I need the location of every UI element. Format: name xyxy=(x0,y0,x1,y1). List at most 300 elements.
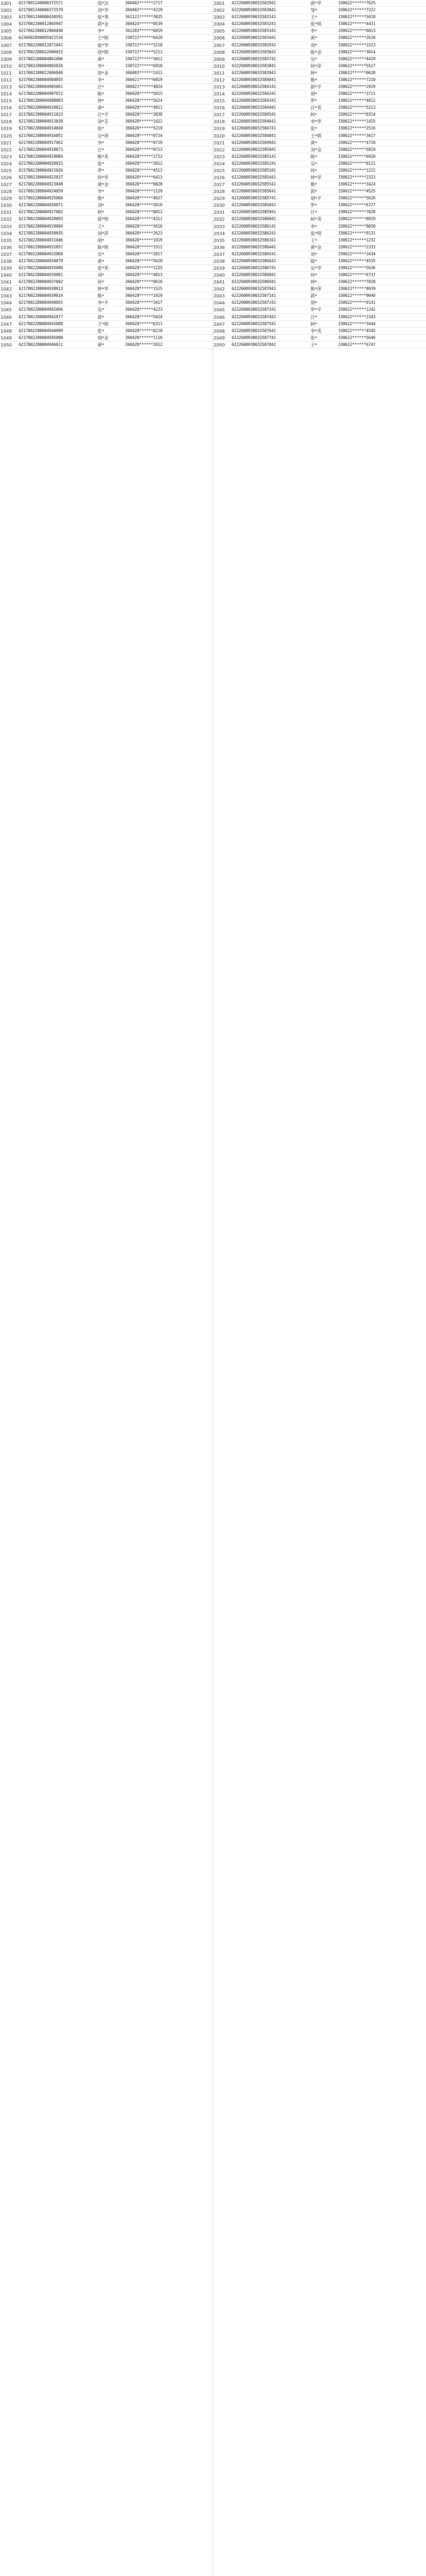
holder-name: 刘*萍 xyxy=(97,230,125,237)
table-row xyxy=(213,327,426,334)
id-number: 330722******3218 xyxy=(125,42,213,49)
account-number: 6222600930032586741 xyxy=(231,264,310,271)
holder-name: 张* xyxy=(310,334,338,341)
holder-name: 周*明 xyxy=(97,49,125,55)
account-number: 6217001240000372571 xyxy=(18,0,97,7)
holder-name: 何* xyxy=(97,279,125,286)
id-number: 330622******0121 xyxy=(338,160,426,167)
id-number: 360428******0610 xyxy=(125,279,213,286)
account-number: 6222600930032583841 xyxy=(231,62,310,69)
table-row xyxy=(0,300,213,306)
account-number: 6217002280004935080 xyxy=(18,264,97,271)
table-row xyxy=(0,181,213,188)
table-row xyxy=(213,83,426,90)
account-number: 6222600930032587441 xyxy=(231,313,310,320)
table-row xyxy=(213,320,426,327)
row-number: 1016 xyxy=(0,104,18,111)
table-row xyxy=(213,223,426,230)
row-number: 1038 xyxy=(0,257,18,264)
account-number: 6222600930032586141 xyxy=(231,223,310,230)
row-number: 1049 xyxy=(0,334,18,341)
holder-name: 王* xyxy=(310,237,338,244)
right-roster-table xyxy=(213,0,426,349)
holder-name: 李* xyxy=(310,223,338,230)
id-number: 360428******2722 xyxy=(125,153,213,160)
row-number: 2005 xyxy=(213,28,231,35)
table-row xyxy=(213,14,426,21)
holder-name: 钟*华 xyxy=(97,286,125,293)
id-number: 330622******2323 xyxy=(338,174,426,181)
row-number: 2041 xyxy=(213,279,231,286)
holder-name: 吴* xyxy=(310,160,338,167)
table-row xyxy=(0,230,213,237)
row-number: 2028 xyxy=(213,188,231,195)
row-number: 1020 xyxy=(0,132,18,139)
id-number: 330622******4545 xyxy=(338,327,426,334)
table-row xyxy=(213,334,426,341)
table-row xyxy=(213,279,426,286)
account-number: 6217002280004940055 xyxy=(18,300,97,306)
table-row xyxy=(0,257,213,264)
holder-name: 李* xyxy=(310,28,338,35)
row-number: 2010 xyxy=(213,62,231,69)
id-number: 360428******1225 xyxy=(125,264,213,271)
account-number: 6217002280004926071 xyxy=(18,202,97,209)
id-number: 330622******4718 xyxy=(338,139,426,146)
row-number: 1024 xyxy=(0,160,18,167)
holder-name: 胡* xyxy=(97,237,125,244)
row-number: 2017 xyxy=(213,111,231,118)
row-number: 2037 xyxy=(213,251,231,257)
table-row xyxy=(213,244,426,251)
holder-name: 陈*明 xyxy=(97,244,125,251)
row-number: 1042 xyxy=(0,286,18,293)
id-number: 360424******0539 xyxy=(125,21,213,28)
table-row xyxy=(213,21,426,28)
account-number: 6222600930032586441 xyxy=(231,244,310,251)
table-row xyxy=(213,237,426,244)
row-number: 2013 xyxy=(213,83,231,90)
id-number: 330622******3617 xyxy=(338,132,426,139)
id-number: 360428******3616 xyxy=(125,223,213,230)
id-number: 360428******1422 xyxy=(125,118,213,125)
holder-name: 吴*华 xyxy=(310,264,338,271)
holder-name: 钟* xyxy=(97,98,125,104)
table-row xyxy=(0,83,213,90)
account-number: 6217002280004944099 xyxy=(18,327,97,334)
holder-name: 钟* xyxy=(310,69,338,76)
holder-name: 张*英 xyxy=(97,264,125,271)
account-number: 6222600930032587241 xyxy=(231,300,310,306)
holder-name: 李*华 xyxy=(310,118,338,125)
account-number: 6217001240000372579 xyxy=(18,7,97,14)
table-row xyxy=(213,313,426,320)
table-row xyxy=(0,118,213,125)
id-number: 330622******0131 xyxy=(338,230,426,237)
holder-name: 王*明 xyxy=(310,132,338,139)
id-number: 360428******2129 xyxy=(125,188,213,195)
table-row xyxy=(213,76,426,83)
table-row xyxy=(0,195,213,202)
account-number: 6222600930032587341 xyxy=(231,306,310,313)
id-number: 360421******6819 xyxy=(125,76,213,83)
id-number: 360428******4027 xyxy=(125,195,213,202)
holder-name: 王*明 xyxy=(97,320,125,327)
account-number: 6217002280004904055 xyxy=(18,76,97,83)
account-number: 6222600930032583341 xyxy=(231,28,310,35)
id-number: 360421******4824 xyxy=(125,83,213,90)
table-row xyxy=(0,306,213,313)
row-number: 2023 xyxy=(213,153,231,160)
account-number: 6217002280022606015 xyxy=(18,49,97,55)
table-row xyxy=(0,111,213,118)
account-number: 6222600930032584241 xyxy=(231,91,310,98)
table-row xyxy=(213,306,426,313)
row-number: 2001 xyxy=(213,0,231,7)
row-number: 2039 xyxy=(213,264,231,271)
row-number: 2024 xyxy=(213,160,231,167)
holder-name: 黄* xyxy=(97,55,125,62)
row-number: 1043 xyxy=(0,293,18,300)
table-row xyxy=(0,286,213,293)
holder-name: 李*平 xyxy=(97,300,125,306)
table-row xyxy=(0,279,213,286)
table-row xyxy=(213,230,426,237)
id-number: 330622******9040 xyxy=(338,293,426,300)
account-number: 6217002280004916051 xyxy=(18,132,97,139)
id-number: 362121******3825 xyxy=(125,14,213,21)
id-number: 360428******0218 xyxy=(125,327,213,334)
holder-name: 刘* xyxy=(97,272,125,279)
table-row xyxy=(213,139,426,146)
table-row xyxy=(213,42,426,49)
table-row xyxy=(213,118,426,125)
id-number: 360428******4513 xyxy=(125,167,213,174)
account-number: 6217002280004905061 xyxy=(18,83,97,90)
table-row xyxy=(213,160,426,167)
id-number: 360428******6311 xyxy=(125,320,213,327)
table-row xyxy=(0,264,213,271)
id-number: 330622******1242 xyxy=(338,306,426,313)
table-row xyxy=(0,244,213,251)
holder-name: 李*英 xyxy=(310,327,338,334)
id-number: 330622******3434 xyxy=(338,251,426,257)
table-row xyxy=(0,327,213,334)
row-number: 1013 xyxy=(0,83,18,90)
table-row xyxy=(0,14,213,21)
row-number: 1017 xyxy=(0,111,18,118)
row-number: 1005 xyxy=(0,28,18,35)
table-row xyxy=(0,28,213,35)
account-number: 6222600930032584541 xyxy=(231,111,310,118)
account-number: 6217002280004927082 xyxy=(18,209,97,216)
id-number: 330622******0141 xyxy=(338,300,426,306)
holder-name: 熊* xyxy=(97,195,125,202)
id-number: 330722******3012 xyxy=(125,55,213,62)
row-number: 2043 xyxy=(213,293,231,300)
table-row xyxy=(0,69,213,76)
holder-name: 罗* xyxy=(310,202,338,209)
account-number: 6222600930032585941 xyxy=(231,209,310,216)
table-row xyxy=(0,272,213,279)
account-number: 6222600930032585241 xyxy=(231,160,310,167)
row-number: 1048 xyxy=(0,327,18,334)
row-number: 2050 xyxy=(213,341,231,348)
table-row xyxy=(0,341,213,348)
id-number: 330622******6737 xyxy=(338,272,426,279)
holder-name: 汪*英 xyxy=(310,104,338,111)
account-number: 6217002280004921026 xyxy=(18,167,97,174)
holder-name: 吴* xyxy=(97,251,125,257)
account-number: 6222600930032583241 xyxy=(231,21,310,28)
id-number: 330622******5527 xyxy=(338,62,426,69)
table-row xyxy=(213,209,426,216)
row-number: 2018 xyxy=(213,118,231,125)
table-row xyxy=(0,35,213,42)
id-number: 330622******0314 xyxy=(338,111,426,118)
account-number: 6217002280004934079 xyxy=(18,257,97,264)
row-number: 1035 xyxy=(0,237,18,244)
id-number: 330622******6747 xyxy=(338,341,426,348)
holder-name: 刘* xyxy=(310,42,338,49)
table-row xyxy=(213,146,426,153)
id-number: 360428******4011 xyxy=(125,104,213,111)
row-number: 2006 xyxy=(213,35,231,42)
table-row xyxy=(213,202,426,209)
row-number: 2003 xyxy=(213,14,231,21)
id-number: 360428******3616 xyxy=(125,202,213,209)
table-row xyxy=(0,7,213,14)
id-number: 330622******7625 xyxy=(338,0,426,7)
holder-name: 黄* xyxy=(310,35,338,42)
holder-name: 黄* xyxy=(97,341,125,348)
holder-name: 胡* xyxy=(310,91,338,98)
id-number: 360428******3838 xyxy=(125,111,213,118)
id-number: 330622******7222 xyxy=(338,7,426,14)
table-row xyxy=(213,216,426,223)
id-number: 360428******6413 xyxy=(125,174,213,181)
row-number: 2030 xyxy=(213,202,231,209)
row-number: 1030 xyxy=(0,202,18,209)
table-row xyxy=(0,104,213,111)
holder-name: 王* xyxy=(97,223,125,230)
id-number: 360402******4229 xyxy=(125,7,213,14)
row-number: 1040 xyxy=(0,272,18,279)
holder-name: 刘*华 xyxy=(97,7,125,14)
table-row xyxy=(213,272,426,279)
row-number: 2049 xyxy=(213,334,231,341)
account-number: 6217002280004922037 xyxy=(18,174,97,181)
holder-name: 刘* xyxy=(97,202,125,209)
table-row xyxy=(213,264,426,271)
account-number: 6222600930032585141 xyxy=(231,153,310,160)
table-row xyxy=(0,49,213,55)
table-row xyxy=(213,62,426,69)
row-number: 1047 xyxy=(0,320,18,327)
account-number: 6222600930032585341 xyxy=(231,167,310,174)
row-number: 1026 xyxy=(0,174,18,181)
row-number: 1019 xyxy=(0,125,18,132)
id-number: 330722******5212 xyxy=(125,49,213,55)
holder-name: 黄*金 xyxy=(310,244,338,251)
row-number: 1033 xyxy=(0,223,18,230)
id-number: 330622******1523 xyxy=(338,42,426,49)
table-row xyxy=(213,69,426,76)
row-number: 2007 xyxy=(213,42,231,49)
holder-name: 李* xyxy=(97,28,125,35)
id-number: 330622******6813 xyxy=(338,28,426,35)
row-number: 2016 xyxy=(213,104,231,111)
holder-name: 熊*萍 xyxy=(310,286,338,293)
account-number: 6222600930032583641 xyxy=(231,49,310,55)
account-number: 6222600930032585841 xyxy=(231,202,310,209)
table-row xyxy=(0,62,213,69)
holder-name: 陈*金 xyxy=(310,49,338,55)
id-number: 330622******1222 xyxy=(338,167,426,174)
account-number: 6222600930032584341 xyxy=(231,98,310,104)
row-number: 1044 xyxy=(0,300,18,306)
id-number: 330722******6420 xyxy=(125,35,213,42)
holder-name: 郭* xyxy=(310,293,338,300)
account-number: 6217002280004920015 xyxy=(18,160,97,167)
account-number: 6222600930032584141 xyxy=(231,83,310,90)
holder-name: 王*明 xyxy=(97,35,125,42)
row-number: 2042 xyxy=(213,286,231,293)
holder-name: 汪* xyxy=(310,313,338,320)
table-row xyxy=(0,0,213,7)
account-number: 6222600930032587841 xyxy=(231,341,310,348)
account-number: 6222600930032587141 xyxy=(231,293,310,300)
id-number: 360428******0713 xyxy=(125,146,213,153)
row-number: 2020 xyxy=(213,132,231,139)
holder-name: 钟*华 xyxy=(310,174,338,181)
id-number: 360428******5015 xyxy=(125,91,213,98)
table-row xyxy=(213,300,426,306)
table-row xyxy=(213,0,426,7)
row-number: 2021 xyxy=(213,139,231,146)
row-number: 2046 xyxy=(213,313,231,320)
id-number: 330622******8929 xyxy=(338,216,426,223)
account-number: 6222600930032583741 xyxy=(231,55,310,62)
table-row xyxy=(0,293,213,300)
table-row xyxy=(213,28,426,35)
account-number: 6217002280004925060 xyxy=(18,195,97,202)
row-number: 1034 xyxy=(0,230,18,237)
holder-name: 张*明 xyxy=(310,21,338,28)
table-row xyxy=(213,195,426,202)
account-number: 6222600930032585041 xyxy=(231,146,310,153)
row-number: 1018 xyxy=(0,118,18,125)
holder-name: 胡*金 xyxy=(97,334,125,341)
row-number: 1007 xyxy=(0,42,18,49)
row-number: 2034 xyxy=(213,230,231,237)
table-row xyxy=(0,334,213,341)
account-number: 6217002280004913038 xyxy=(18,118,97,125)
account-number: 6217002280004928093 xyxy=(18,216,97,223)
row-number: 1015 xyxy=(0,98,18,104)
account-number: 6217002280004941066 xyxy=(18,306,97,313)
table-row xyxy=(213,286,426,293)
table-row xyxy=(0,174,213,181)
account-number: 6217002280004933068 xyxy=(18,251,97,257)
table-row xyxy=(213,49,426,55)
id-number: 330622******5646 xyxy=(338,334,426,341)
holder-name: 熊*英 xyxy=(97,153,125,160)
account-number: 6217002280012871041 xyxy=(18,42,97,49)
table-row xyxy=(213,188,426,195)
id-number: 330622******3711 xyxy=(338,91,426,98)
id-number: 362203******6819 xyxy=(125,28,213,35)
row-number: 1046 xyxy=(0,313,18,320)
id-number: 360428******3417 xyxy=(125,300,213,306)
holder-name: 黄* xyxy=(310,139,338,146)
row-number: 1045 xyxy=(0,306,18,313)
id-number: 360428******5024 xyxy=(125,313,213,320)
holder-name: 张* xyxy=(97,125,125,132)
row-number: 2026 xyxy=(213,174,231,181)
holder-name: 李* xyxy=(97,62,125,69)
account-number: 6222600930032585541 xyxy=(231,181,310,188)
id-number: 330622******2333 xyxy=(338,244,426,251)
holder-name: 胡*平 xyxy=(310,195,338,202)
id-number: 360428******5219 xyxy=(125,125,213,132)
row-number: 1014 xyxy=(0,91,18,98)
row-number: 2014 xyxy=(213,91,231,98)
holder-name: 陈* xyxy=(97,91,125,98)
table-row xyxy=(213,293,426,300)
row-number: 2048 xyxy=(213,327,231,334)
row-number: 2035 xyxy=(213,237,231,244)
row-number: 2045 xyxy=(213,306,231,313)
row-number: 2025 xyxy=(213,167,231,174)
row-number: 1027 xyxy=(0,181,18,188)
id-number: 330622******0628 xyxy=(338,69,426,76)
account-number: 6217002280004911023 xyxy=(18,111,97,118)
table-row xyxy=(0,209,213,216)
holder-name: 郭* xyxy=(310,188,338,195)
id-number: 330622******7210 xyxy=(338,76,426,83)
table-row xyxy=(0,91,213,98)
row-number: 1011 xyxy=(0,69,18,76)
account-number: 6217002280004908083 xyxy=(18,98,97,104)
row-number: 1012 xyxy=(0,76,18,83)
id-number: 360403******2411 xyxy=(125,69,213,76)
row-number: 1001 xyxy=(0,0,18,7)
row-number: 2002 xyxy=(213,7,231,14)
holder-name: 陈* xyxy=(310,257,338,264)
holder-name: 熊* xyxy=(310,181,338,188)
table-row xyxy=(0,132,213,139)
id-number: 330622******5636 xyxy=(338,264,426,271)
id-number: 330622******9030 xyxy=(338,223,426,230)
account-number: 6222600930032586341 xyxy=(231,237,310,244)
account-number: 6222600930032585441 xyxy=(231,174,310,181)
row-number: 2008 xyxy=(213,49,231,55)
table-row xyxy=(0,160,213,167)
row-number: 2027 xyxy=(213,181,231,188)
account-number: 6222600930032586241 xyxy=(231,230,310,237)
account-number: 6217002280004937002 xyxy=(18,279,97,286)
account-number: 6217002280004939024 xyxy=(18,293,97,300)
holder-name: 吴*萍 xyxy=(97,132,125,139)
row-number: 1031 xyxy=(0,209,18,216)
account-number: 6217002280022606048 xyxy=(18,69,97,76)
table-row xyxy=(0,237,213,244)
holder-name: 郭*明 xyxy=(97,216,125,223)
row-number: 2038 xyxy=(213,257,231,264)
holder-name: 张* xyxy=(310,125,338,132)
account-number: 6222600930032585641 xyxy=(231,188,310,195)
